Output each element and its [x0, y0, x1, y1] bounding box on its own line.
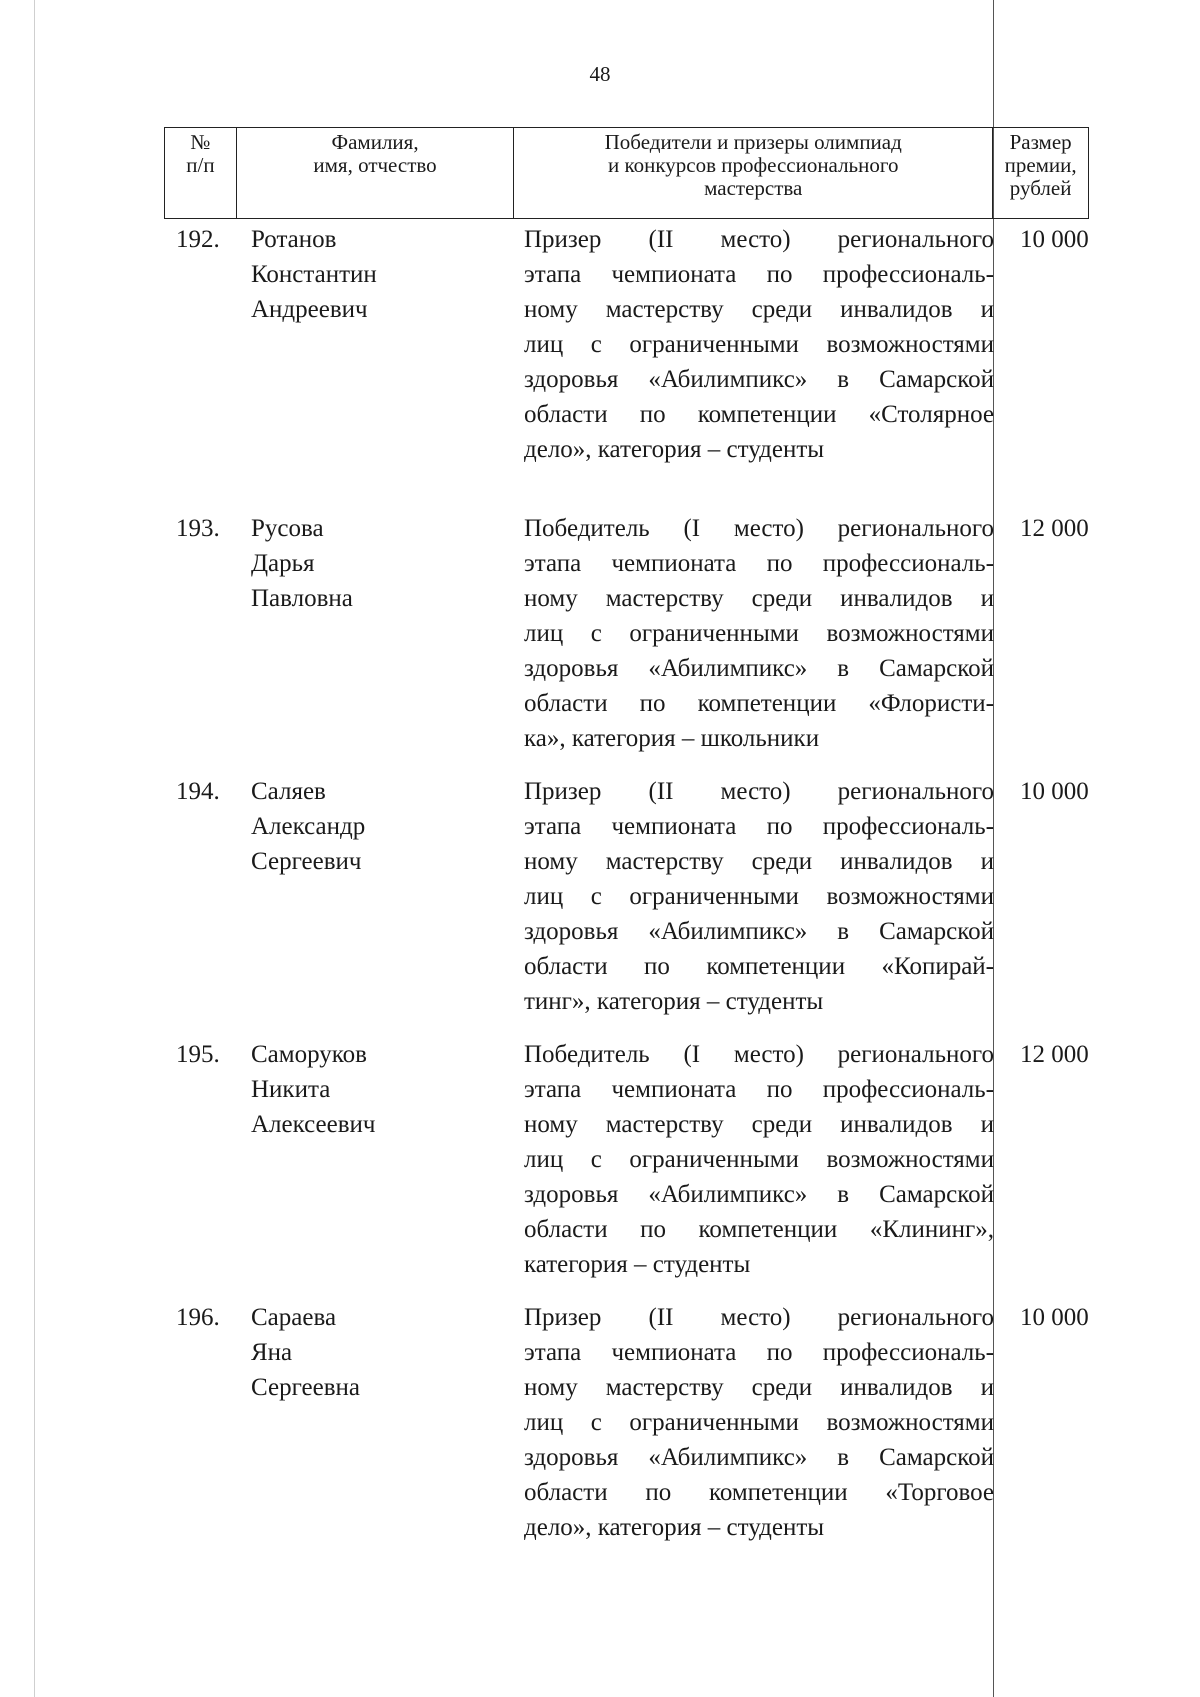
- row-prize: 10 000: [1020, 778, 1089, 805]
- row-description: [524, 1037, 994, 1282]
- description-line: области по компетенции «Торговое: [524, 1479, 994, 1506]
- row-number: 196.: [176, 1304, 220, 1331]
- description-line: Призер (II место) регионального: [524, 226, 994, 253]
- name-line: Ротанов: [251, 226, 337, 253]
- description-line: здоровья «Абилимпикс» в Самарской: [524, 918, 994, 945]
- row-name: [251, 774, 491, 879]
- description-line: здоровья «Абилимпикс» в Самарской: [524, 1181, 994, 1208]
- description-line: здоровья «Абилимпикс» в Самарской: [524, 1444, 994, 1471]
- description-line: ному мастерству среди инвалидов и: [524, 1111, 994, 1138]
- name-line: Константин: [251, 261, 377, 288]
- row-name: [251, 511, 491, 616]
- row-description: [524, 1300, 994, 1545]
- description-line: ному мастерству среди инвалидов и: [524, 296, 994, 323]
- header-name: [237, 128, 514, 218]
- name-line: Сараева: [251, 1304, 337, 1331]
- description-line: этапа чемпионата по профессиональ-: [524, 550, 994, 577]
- row-prize: 12 000: [1020, 515, 1089, 542]
- header-num-line: №: [190, 130, 211, 154]
- header-name-line: Фамилия,: [331, 130, 419, 154]
- header-prize-line: рублей: [1009, 176, 1072, 200]
- header-num-line: п/п: [186, 153, 215, 177]
- description-line: области по компетенции «Флористи-: [524, 690, 994, 717]
- row-name: [251, 1037, 491, 1142]
- header-description: [514, 128, 993, 218]
- name-line: Саморуков: [251, 1041, 367, 1068]
- description-line: лиц с ограниченными возможностями: [524, 1146, 994, 1173]
- name-line: Александр: [251, 813, 366, 840]
- description-line: области по компетенции «Столярное: [524, 401, 994, 428]
- description-line: тинг», категория – студенты: [524, 988, 824, 1015]
- scan-edge-line: [34, 0, 35, 1697]
- row-name: [251, 1300, 491, 1405]
- name-line: Сергеевич: [251, 848, 362, 875]
- header-prize-line: премии,: [1004, 153, 1077, 177]
- description-line: лиц с ограниченными возможностями: [524, 883, 994, 910]
- page-number: 48: [589, 62, 611, 86]
- name-line: Сергеевна: [251, 1374, 360, 1401]
- header-num: [165, 128, 237, 218]
- row-number: 192.: [176, 226, 220, 253]
- description-line: лиц с ограниченными возможностями: [524, 331, 994, 358]
- name-line: Яна: [251, 1339, 293, 1366]
- row-number: 195.: [176, 1041, 220, 1068]
- row-prize: 10 000: [1020, 226, 1089, 253]
- description-line: Победитель (I место) регионального: [524, 515, 994, 542]
- description-line: этапа чемпионата по профессиональ-: [524, 1339, 994, 1366]
- description-line: Победитель (I место) регионального: [524, 1041, 994, 1068]
- table-header: [164, 127, 1089, 219]
- description-line: здоровья «Абилимпикс» в Самарской: [524, 655, 994, 682]
- row-number: 194.: [176, 778, 220, 805]
- description-line: дело», категория – студенты: [524, 436, 825, 463]
- row-number: 193.: [176, 515, 220, 542]
- description-line: Призер (II место) регионального: [524, 778, 994, 805]
- description-line: лиц с ограниченными возможностями: [524, 620, 994, 647]
- description-line: области по компетенции «Копирай-: [524, 953, 994, 980]
- name-line: Никита: [251, 1076, 331, 1103]
- header-description-line: и конкурсов профессионального: [608, 153, 899, 177]
- row-name: [251, 222, 491, 327]
- row-description: [524, 222, 994, 467]
- name-line: Русова: [251, 515, 324, 542]
- row-description: [524, 774, 994, 1019]
- name-line: Дарья: [251, 550, 315, 577]
- name-line: Саляев: [251, 778, 326, 805]
- name-line: Алексеевич: [251, 1111, 376, 1138]
- description-line: области по компетенции «Клининг»,: [524, 1216, 994, 1243]
- header-prize: [993, 128, 1088, 218]
- description-line: дело», категория – студенты: [524, 1514, 825, 1541]
- description-line: ному мастерству среди инвалидов и: [524, 848, 994, 875]
- description-line: этапа чемпионата по профессиональ-: [524, 813, 994, 840]
- name-line: Павловна: [251, 585, 353, 612]
- description-line: здоровья «Абилимпикс» в Самарской: [524, 366, 994, 393]
- row-prize: 10 000: [1020, 1304, 1089, 1331]
- header-description-line: мастерства: [704, 176, 803, 200]
- description-line: лиц с ограниченными возможностями: [524, 1409, 994, 1436]
- header-name-line: имя, отчество: [313, 153, 437, 177]
- description-line: категория – студенты: [524, 1251, 751, 1278]
- description-line: ному мастерству среди инвалидов и: [524, 585, 994, 612]
- header-description-line: Победители и призеры олимпиад: [604, 130, 902, 154]
- description-line: ному мастерству среди инвалидов и: [524, 1374, 994, 1401]
- description-line: этапа чемпионата по профессиональ-: [524, 261, 994, 288]
- description-line: этапа чемпионата по профессиональ-: [524, 1076, 994, 1103]
- description-line: ка», категория – школьники: [524, 725, 820, 752]
- description-line: Призер (II место) регионального: [524, 1304, 994, 1331]
- row-description: [524, 511, 994, 756]
- row-prize: 12 000: [1020, 1041, 1089, 1068]
- name-line: Андреевич: [251, 296, 368, 323]
- header-prize-line: Размер: [1009, 130, 1072, 154]
